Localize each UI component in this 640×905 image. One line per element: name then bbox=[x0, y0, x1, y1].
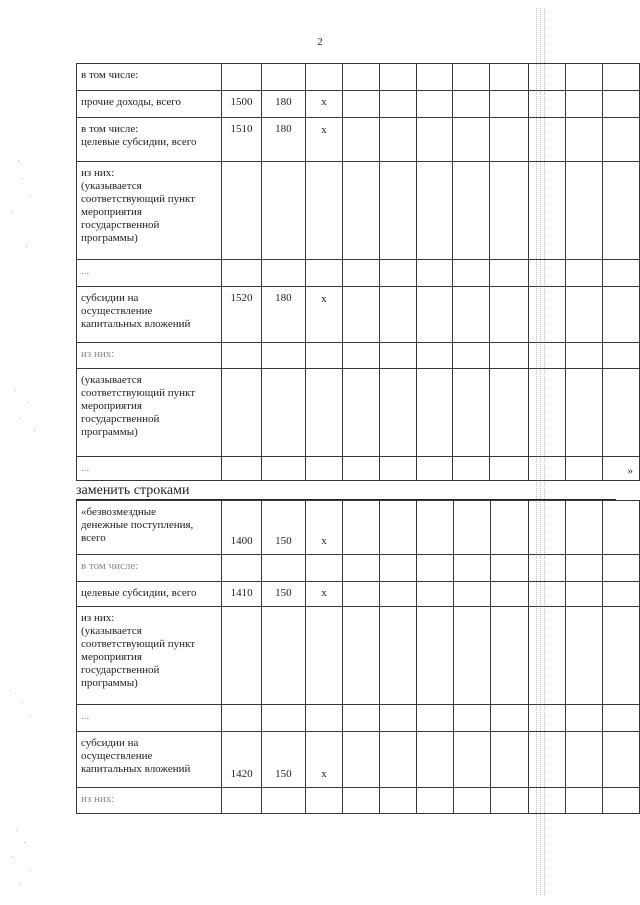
row-code-1 bbox=[222, 64, 261, 91]
empty-cell bbox=[416, 260, 453, 287]
scan-speck bbox=[18, 160, 19, 161]
empty-cell bbox=[529, 555, 566, 582]
empty-cell bbox=[490, 260, 529, 287]
empty-cell bbox=[453, 501, 490, 555]
scan-speck bbox=[20, 884, 21, 885]
row-label-line: капитальных вложений bbox=[81, 763, 191, 775]
row-label-line: государственной bbox=[81, 664, 160, 676]
empty-cell bbox=[566, 732, 603, 788]
empty-cell bbox=[529, 162, 566, 260]
empty-cell bbox=[342, 162, 379, 260]
empty-cell bbox=[379, 788, 416, 814]
row-mark bbox=[305, 788, 342, 814]
table-row bbox=[77, 501, 640, 555]
empty-cell bbox=[490, 457, 529, 481]
row-label bbox=[77, 582, 222, 607]
table-row bbox=[77, 607, 640, 705]
empty-cell bbox=[603, 788, 640, 814]
empty-cell bbox=[602, 162, 639, 260]
empty-cell bbox=[416, 64, 453, 91]
empty-cell bbox=[603, 607, 640, 705]
empty-cell bbox=[529, 732, 566, 788]
row-label-line: осуществление bbox=[81, 750, 153, 762]
row-label bbox=[77, 343, 222, 369]
empty-cell bbox=[529, 788, 566, 814]
empty-cell bbox=[565, 260, 602, 287]
row-code-2 bbox=[261, 260, 305, 287]
empty-cell bbox=[602, 369, 639, 457]
empty-cell bbox=[566, 555, 603, 582]
row-label-line: (указывается bbox=[81, 180, 142, 192]
row-label-line: прочие доходы, всего bbox=[81, 96, 181, 108]
empty-cell bbox=[565, 91, 602, 118]
scan-speck bbox=[30, 196, 31, 197]
row-label bbox=[77, 788, 222, 814]
scan-speck bbox=[26, 246, 27, 247]
row-code-2: 180 bbox=[261, 91, 305, 118]
row-label-line: (указывается bbox=[81, 625, 142, 637]
row-label-line: целевые субсидии, всего bbox=[81, 136, 197, 148]
row-code-1 bbox=[222, 260, 261, 287]
empty-cell bbox=[416, 501, 453, 555]
empty-cell bbox=[342, 64, 379, 91]
empty-cell bbox=[416, 162, 453, 260]
empty-cell bbox=[490, 91, 529, 118]
row-code-2 bbox=[261, 162, 305, 260]
empty-cell bbox=[416, 607, 453, 705]
empty-cell bbox=[379, 343, 416, 369]
row-mark bbox=[305, 555, 342, 582]
row-label bbox=[77, 501, 222, 555]
row-code-2: 180 bbox=[261, 118, 305, 162]
row-mark: х bbox=[305, 732, 342, 788]
table-row bbox=[77, 260, 640, 287]
row-label-line: ... bbox=[81, 710, 90, 722]
row-label-line: осуществление bbox=[81, 305, 153, 317]
table-row bbox=[77, 457, 640, 481]
empty-cell bbox=[379, 501, 416, 555]
scan-speck bbox=[12, 856, 13, 857]
table-row bbox=[77, 788, 640, 814]
row-label-line: в том числе: bbox=[81, 69, 139, 81]
empty-cell bbox=[602, 91, 639, 118]
row-code-1: 1420 bbox=[222, 732, 261, 788]
closing-quote: » bbox=[602, 457, 639, 481]
row-mark: х bbox=[305, 501, 342, 555]
empty-cell bbox=[565, 457, 602, 481]
empty-cell bbox=[529, 582, 566, 607]
table-row bbox=[77, 369, 640, 457]
empty-cell bbox=[379, 555, 416, 582]
row-code-1: 1500 bbox=[222, 91, 261, 118]
row-code-1 bbox=[222, 162, 261, 260]
empty-cell bbox=[416, 369, 453, 457]
empty-cell bbox=[566, 607, 603, 705]
row-label-line: мероприятия bbox=[81, 400, 142, 412]
scan-speck bbox=[24, 842, 25, 843]
row-label bbox=[77, 64, 222, 91]
empty-cell bbox=[565, 162, 602, 260]
row-label bbox=[77, 555, 222, 582]
empty-cell bbox=[343, 705, 380, 732]
page-number: 2 bbox=[317, 36, 323, 48]
row-code-2: 180 bbox=[261, 287, 305, 343]
empty-cell bbox=[379, 91, 416, 118]
table-row bbox=[77, 287, 640, 343]
upper-table bbox=[76, 63, 640, 481]
row-label-line: всего bbox=[81, 532, 106, 544]
empty-cell bbox=[565, 369, 602, 457]
row-code-2 bbox=[261, 788, 305, 814]
row-code-1: 1410 bbox=[222, 582, 261, 607]
table-row bbox=[77, 555, 640, 582]
table-row bbox=[77, 64, 640, 91]
empty-cell bbox=[565, 343, 602, 369]
empty-cell bbox=[603, 501, 640, 555]
empty-cell bbox=[490, 287, 529, 343]
row-mark: х bbox=[305, 582, 342, 607]
row-label-line: в том числе: bbox=[81, 560, 139, 572]
empty-cell bbox=[343, 555, 380, 582]
empty-cell bbox=[343, 788, 380, 814]
empty-cell bbox=[453, 64, 490, 91]
row-label bbox=[77, 607, 222, 705]
empty-cell bbox=[603, 705, 640, 732]
empty-cell bbox=[416, 555, 453, 582]
row-label bbox=[77, 732, 222, 788]
lower-table bbox=[76, 500, 640, 814]
empty-cell bbox=[416, 457, 453, 481]
empty-cell bbox=[602, 118, 639, 162]
row-label-line: программы) bbox=[81, 232, 138, 244]
empty-cell bbox=[602, 260, 639, 287]
row-mark: х bbox=[305, 91, 342, 118]
table-row bbox=[77, 705, 640, 732]
empty-cell bbox=[379, 118, 416, 162]
empty-cell bbox=[529, 369, 566, 457]
empty-cell bbox=[416, 788, 453, 814]
row-label-line: в том числе: bbox=[81, 123, 139, 135]
scan-speck bbox=[30, 716, 31, 717]
row-mark bbox=[305, 607, 342, 705]
row-code-2 bbox=[261, 607, 305, 705]
row-label bbox=[77, 705, 222, 732]
row-code-2: 150 bbox=[261, 732, 305, 788]
empty-cell bbox=[453, 705, 490, 732]
row-label-line: государственной bbox=[81, 413, 160, 425]
empty-cell bbox=[566, 582, 603, 607]
empty-cell bbox=[343, 582, 380, 607]
empty-cell bbox=[565, 287, 602, 343]
empty-cell bbox=[529, 64, 566, 91]
row-label-line: целевые субсидии, всего bbox=[81, 587, 197, 599]
row-mark bbox=[305, 369, 342, 457]
empty-cell bbox=[603, 555, 640, 582]
empty-cell bbox=[602, 287, 639, 343]
row-label-line: субсидии на bbox=[81, 292, 139, 304]
row-code-1: 1400 bbox=[222, 501, 261, 555]
table-row bbox=[77, 91, 640, 118]
scan-speck bbox=[30, 870, 31, 871]
empty-cell bbox=[416, 118, 453, 162]
row-label-line: денежные поступления, bbox=[81, 519, 194, 531]
empty-cell bbox=[490, 501, 529, 555]
empty-cell bbox=[529, 607, 566, 705]
row-label bbox=[77, 287, 222, 343]
empty-cell bbox=[529, 287, 566, 343]
empty-cell bbox=[342, 118, 379, 162]
row-code-1 bbox=[222, 788, 261, 814]
scan-speck bbox=[28, 402, 29, 403]
row-label-line: (указывается bbox=[81, 374, 142, 386]
empty-cell bbox=[490, 732, 529, 788]
empty-cell bbox=[529, 260, 566, 287]
table-row bbox=[77, 582, 640, 607]
empty-cell bbox=[453, 555, 490, 582]
row-label-line: субсидии на bbox=[81, 737, 139, 749]
row-mark bbox=[305, 162, 342, 260]
empty-cell bbox=[379, 732, 416, 788]
empty-cell bbox=[416, 343, 453, 369]
row-label-line: соответствующий пункт bbox=[81, 387, 195, 399]
empty-cell bbox=[416, 705, 453, 732]
scan-speck bbox=[12, 212, 13, 213]
row-mark bbox=[305, 705, 342, 732]
row-code-2 bbox=[261, 343, 305, 369]
row-mark bbox=[305, 457, 342, 481]
row-mark: х bbox=[305, 287, 342, 343]
empty-cell bbox=[566, 705, 603, 732]
empty-cell bbox=[453, 343, 490, 369]
row-label-line: программы) bbox=[81, 677, 138, 689]
empty-cell bbox=[379, 64, 416, 91]
empty-cell bbox=[342, 91, 379, 118]
row-code-1: 1510 bbox=[222, 118, 261, 162]
row-label-line: «безвозмездные bbox=[81, 506, 157, 518]
table-row bbox=[77, 343, 640, 369]
scan-speck bbox=[10, 690, 11, 691]
empty-cell bbox=[490, 555, 529, 582]
empty-cell bbox=[490, 369, 529, 457]
row-mark bbox=[305, 343, 342, 369]
empty-cell bbox=[379, 287, 416, 343]
row-label-line: мероприятия bbox=[81, 651, 142, 663]
row-code-2 bbox=[261, 555, 305, 582]
empty-cell bbox=[379, 582, 416, 607]
row-code-2: 150 bbox=[261, 582, 305, 607]
empty-cell bbox=[416, 582, 453, 607]
empty-cell bbox=[490, 788, 529, 814]
row-label bbox=[77, 162, 222, 260]
empty-cell bbox=[490, 118, 529, 162]
row-label bbox=[77, 118, 222, 162]
empty-cell bbox=[529, 343, 566, 369]
empty-cell bbox=[602, 64, 639, 91]
empty-cell bbox=[602, 343, 639, 369]
row-code-2 bbox=[261, 64, 305, 91]
row-label-line: ... bbox=[81, 462, 90, 474]
row-code-2 bbox=[261, 369, 305, 457]
empty-cell bbox=[379, 705, 416, 732]
empty-cell bbox=[416, 91, 453, 118]
empty-cell bbox=[342, 260, 379, 287]
empty-cell bbox=[379, 162, 416, 260]
empty-cell bbox=[379, 260, 416, 287]
row-label bbox=[77, 457, 222, 481]
row-label-line: из них: bbox=[81, 793, 115, 805]
row-code-1 bbox=[222, 457, 261, 481]
scan-speck bbox=[34, 430, 35, 431]
row-code-1 bbox=[222, 555, 261, 582]
empty-cell bbox=[342, 369, 379, 457]
row-label-line: государственной bbox=[81, 219, 160, 231]
row-code-2 bbox=[261, 457, 305, 481]
empty-cell bbox=[453, 118, 490, 162]
empty-cell bbox=[342, 457, 379, 481]
empty-cell bbox=[453, 607, 490, 705]
scan-speck bbox=[15, 390, 16, 391]
empty-cell bbox=[342, 343, 379, 369]
empty-cell bbox=[343, 607, 380, 705]
empty-cell bbox=[342, 287, 379, 343]
empty-cell bbox=[453, 260, 490, 287]
empty-cell bbox=[529, 91, 566, 118]
empty-cell bbox=[379, 457, 416, 481]
empty-cell bbox=[490, 607, 529, 705]
empty-cell bbox=[343, 732, 380, 788]
empty-cell bbox=[603, 732, 640, 788]
empty-cell bbox=[566, 788, 603, 814]
empty-cell bbox=[453, 287, 490, 343]
row-label-line: программы) bbox=[81, 426, 138, 438]
empty-cell bbox=[565, 64, 602, 91]
row-code-1 bbox=[222, 607, 261, 705]
row-label-line: из них: bbox=[81, 348, 115, 360]
row-label-line: из них: bbox=[81, 167, 115, 179]
empty-cell bbox=[490, 582, 529, 607]
row-label bbox=[77, 91, 222, 118]
row-code-1 bbox=[222, 369, 261, 457]
empty-cell bbox=[565, 118, 602, 162]
scan-speck bbox=[16, 830, 17, 831]
row-label-line: соответствующий пункт bbox=[81, 193, 195, 205]
empty-cell bbox=[603, 582, 640, 607]
table-row bbox=[77, 118, 640, 162]
empty-cell bbox=[379, 607, 416, 705]
empty-cell bbox=[416, 732, 453, 788]
empty-cell bbox=[453, 162, 490, 260]
empty-cell bbox=[453, 369, 490, 457]
empty-cell bbox=[453, 91, 490, 118]
row-mark bbox=[305, 64, 342, 91]
empty-cell bbox=[379, 369, 416, 457]
row-label-line: из них: bbox=[81, 612, 115, 624]
scan-speck bbox=[22, 702, 23, 703]
empty-cell bbox=[490, 64, 529, 91]
row-code-2: 150 bbox=[261, 501, 305, 555]
row-code-1 bbox=[222, 343, 261, 369]
row-mark: х bbox=[305, 118, 342, 162]
empty-cell bbox=[490, 343, 529, 369]
row-label bbox=[77, 260, 222, 287]
empty-cell bbox=[490, 705, 529, 732]
row-label-line: ... bbox=[81, 265, 90, 277]
empty-cell bbox=[529, 457, 566, 481]
row-label-line: соответствующий пункт bbox=[81, 638, 195, 650]
row-mark bbox=[305, 260, 342, 287]
empty-cell bbox=[529, 118, 566, 162]
row-label-line: мероприятия bbox=[81, 206, 142, 218]
empty-cell bbox=[453, 582, 490, 607]
scan-speck bbox=[20, 418, 21, 419]
empty-cell bbox=[453, 732, 490, 788]
empty-cell bbox=[529, 705, 566, 732]
row-label-line: капитальных вложений bbox=[81, 318, 191, 330]
empty-cell bbox=[566, 501, 603, 555]
scan-speck bbox=[22, 178, 23, 179]
empty-cell bbox=[453, 788, 490, 814]
table-row bbox=[77, 162, 640, 260]
empty-cell bbox=[343, 501, 380, 555]
row-code-2 bbox=[261, 705, 305, 732]
table-row bbox=[77, 732, 640, 788]
empty-cell bbox=[453, 457, 490, 481]
row-code-1 bbox=[222, 705, 261, 732]
empty-cell bbox=[529, 501, 566, 555]
replace-caption: заменить строками bbox=[76, 483, 616, 500]
empty-cell bbox=[416, 287, 453, 343]
row-code-1: 1520 bbox=[222, 287, 261, 343]
row-label bbox=[77, 369, 222, 457]
empty-cell bbox=[490, 162, 529, 260]
